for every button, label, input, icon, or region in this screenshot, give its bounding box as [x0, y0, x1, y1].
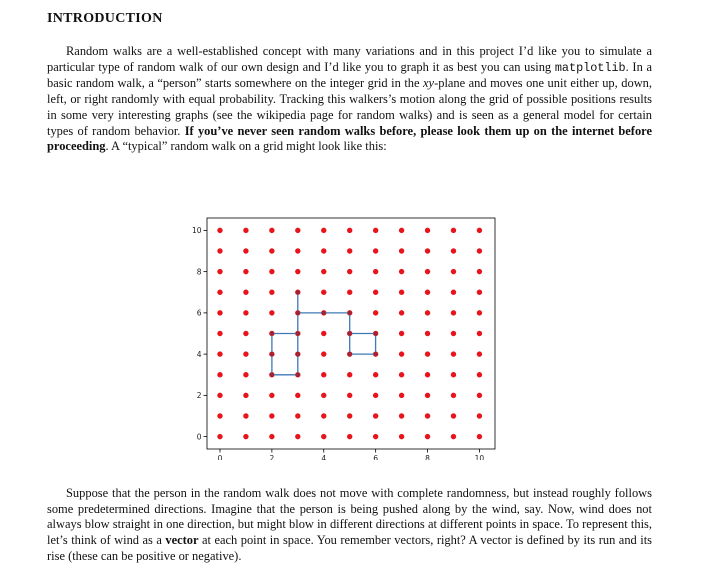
grid-point-0-5	[217, 331, 222, 336]
y-tick-label: 0	[196, 432, 202, 442]
grid-point-0-0	[217, 434, 222, 439]
grid-point-10-5	[477, 331, 482, 336]
section-heading: INTRODUCTION	[47, 11, 163, 26]
grid-point-9-7	[451, 290, 456, 295]
walk-path-point	[348, 311, 352, 315]
grid-point-8-2	[425, 393, 430, 398]
grid-point-4-5	[321, 331, 326, 336]
walk-path-point	[296, 290, 300, 294]
x-tick-label: 6	[373, 454, 379, 460]
grid-point-4-10	[321, 228, 326, 233]
grid-point-0-2	[217, 393, 222, 398]
grid-point-7-8	[399, 269, 404, 274]
grid-point-1-1	[243, 413, 248, 418]
x-tick-label: 8	[425, 454, 430, 460]
grid-point-10-10	[477, 228, 482, 233]
grid-point-0-8	[217, 269, 222, 274]
grid-point-10-4	[477, 351, 482, 356]
intro-paragraph	[47, 44, 652, 155]
y-tick-label: 2	[196, 391, 202, 401]
grid-point-6-2	[373, 393, 378, 398]
grid-point-6-1	[373, 413, 378, 418]
grid-point-1-7	[243, 290, 248, 295]
grid-point-7-10	[399, 228, 404, 233]
grid-point-2-7	[269, 290, 274, 295]
grid-point-10-7	[477, 290, 482, 295]
grid-point-5-1	[347, 413, 352, 418]
y-tick-label: 4	[196, 349, 202, 359]
grid-point-2-8	[269, 269, 274, 274]
grid-point-1-6	[243, 310, 248, 315]
grid-point-7-5	[399, 331, 404, 336]
grid-point-0-10	[217, 228, 222, 233]
walk-path-point	[322, 311, 326, 315]
grid-point-5-0	[347, 434, 352, 439]
grid-point-2-6	[269, 310, 274, 315]
grid-point-5-2	[347, 393, 352, 398]
grid-point-7-4	[399, 351, 404, 356]
grid-point-7-7	[399, 290, 404, 295]
walk-path-point	[296, 311, 300, 315]
grid-point-9-3	[451, 372, 456, 377]
grid-point-2-2	[269, 393, 274, 398]
grid-point-3-8	[295, 269, 300, 274]
grid-point-5-8	[347, 269, 352, 274]
grid-point-1-8	[243, 269, 248, 274]
wind-paragraph	[47, 486, 652, 565]
grid-point-9-10	[451, 228, 456, 233]
grid-point-0-9	[217, 248, 222, 253]
grid-point-8-5	[425, 331, 430, 336]
grid-point-9-4	[451, 351, 456, 356]
grid-point-1-2	[243, 393, 248, 398]
grid-point-3-0	[295, 434, 300, 439]
grid-point-4-0	[321, 434, 326, 439]
axis-ticks	[192, 226, 484, 460]
grid-point-3-10	[295, 228, 300, 233]
walk-path-point	[348, 331, 352, 335]
grid-point-4-9	[321, 248, 326, 253]
wind-text-2: at each point in space. You remember vectors, right? A vector is defined by its run and its rise (these can be positive or negative).	[47, 533, 652, 563]
grid-point-9-1	[451, 413, 456, 418]
grid-point-6-8	[373, 269, 378, 274]
random-walk-chart	[160, 205, 505, 460]
intro-bold-instruction: If you’ve never seen random walks before, please look them up on the internet before proceeding	[47, 123, 652, 154]
grid-point-3-9	[295, 248, 300, 253]
grid-point-2-10	[269, 228, 274, 233]
inline-code-matplotlib: matplotlib	[554, 60, 626, 75]
walk-path-point	[270, 373, 274, 377]
grid-point-10-9	[477, 248, 482, 253]
grid-point-8-9	[425, 248, 430, 253]
grid-point-6-10	[373, 228, 378, 233]
grid-point-3-2	[295, 393, 300, 398]
grid-point-7-2	[399, 393, 404, 398]
intro-text-2: . In a basic random walk, a “person” starts somewhere on the integer grid in the	[47, 59, 652, 91]
grid-point-1-10	[243, 228, 248, 233]
grid-point-7-3	[399, 372, 404, 377]
grid-point-1-0	[243, 434, 248, 439]
grid-point-6-7	[373, 290, 378, 295]
grid-point-6-0	[373, 434, 378, 439]
grid-point-4-1	[321, 413, 326, 418]
grid-point-6-3	[373, 372, 378, 377]
grid-point-7-0	[399, 434, 404, 439]
grid-point-4-2	[321, 393, 326, 398]
grid-point-2-0	[269, 434, 274, 439]
grid-point-1-4	[243, 351, 248, 356]
wind-text-1: Suppose that the person in the random walk does not move with complete randomness, but instead roughly follows some predetermined directions. Imagine that the person is being pushed along by the wind, say. Now, wind does not always blow straight in one direction, but might blow in different directions at different points in space. To represent this, let’s think of wind as a	[47, 486, 652, 548]
grid-point-8-3	[425, 372, 430, 377]
grid-point-6-6	[373, 310, 378, 315]
walk-path-point	[270, 331, 274, 335]
intro-text-4: . A “typical” random walk on a grid might look like this:	[105, 139, 387, 154]
x-tick-label: 4	[321, 454, 327, 460]
intro-text-3: -plane and moves one unit either up, down, left, or right randomly with equal probability. Tracking this walkers’s motion along the grid of possible positions results in some very interesting graphs (see the wikipedia page for random walks) and is seen as a general model for certain types of random behavior.	[47, 76, 653, 138]
grid-point-10-1	[477, 413, 482, 418]
grid-point-5-10	[347, 228, 352, 233]
x-tick-label: 10	[474, 454, 485, 460]
grid-point-5-9	[347, 248, 352, 253]
y-tick-label: 8	[196, 267, 202, 277]
grid-point-1-9	[243, 248, 248, 253]
grid-point-4-8	[321, 269, 326, 274]
grid-point-10-6	[477, 310, 482, 315]
grid-point-3-1	[295, 413, 300, 418]
grid-point-0-4	[217, 351, 222, 356]
grid-point-8-6	[425, 310, 430, 315]
wind-bold-vector: vector	[165, 533, 199, 548]
walk-path-point	[296, 352, 300, 356]
grid-point-4-4	[321, 351, 326, 356]
walk-path-point	[374, 331, 378, 335]
grid-point-1-3	[243, 372, 248, 377]
grid-point-10-8	[477, 269, 482, 274]
grid-point-10-0	[477, 434, 482, 439]
grid-point-8-0	[425, 434, 430, 439]
grid-point-8-1	[425, 413, 430, 418]
grid-point-9-8	[451, 269, 456, 274]
walk-path-point	[296, 373, 300, 377]
grid-point-8-4	[425, 351, 430, 356]
grid-point-2-9	[269, 248, 274, 253]
grid-point-0-6	[217, 310, 222, 315]
grid-point-9-6	[451, 310, 456, 315]
grid-point-4-3	[321, 372, 326, 377]
grid-point-8-7	[425, 290, 430, 295]
walk-path-point	[270, 352, 274, 356]
grid-point-0-3	[217, 372, 222, 377]
grid-point-7-9	[399, 248, 404, 253]
walk-path-point	[348, 352, 352, 356]
math-var-xy: xy	[423, 76, 435, 91]
grid-point-0-1	[217, 413, 222, 418]
intro-text-1: Random walks are a well-established concept with many variations and in this project I’d like you to simulate a particular type of random walk of our own design and I’d like you to graph it as best you can using	[47, 44, 652, 74]
grid-point-2-1	[269, 413, 274, 418]
walk-path-point	[296, 331, 300, 335]
y-tick-label: 10	[191, 226, 202, 236]
grid-point-7-6	[399, 310, 404, 315]
x-tick-label: 2	[269, 454, 275, 460]
grid-point-8-10	[425, 228, 430, 233]
grid-point-9-2	[451, 393, 456, 398]
grid-point-0-7	[217, 290, 222, 295]
y-tick-label: 6	[196, 308, 202, 318]
grid-point-9-5	[451, 331, 456, 336]
grid-point-9-0	[451, 434, 456, 439]
grid-point-5-7	[347, 290, 352, 295]
grid-point-6-9	[373, 248, 378, 253]
grid-point-1-5	[243, 331, 248, 336]
walk-path-point	[374, 352, 378, 356]
x-tick-label: 0	[217, 454, 223, 460]
grid-point-5-3	[347, 372, 352, 377]
grid-point-4-7	[321, 290, 326, 295]
grid-point-8-8	[425, 269, 430, 274]
grid-point-10-2	[477, 393, 482, 398]
grid-point-10-3	[477, 372, 482, 377]
grid-point-9-9	[451, 248, 456, 253]
grid-point-7-1	[399, 413, 404, 418]
